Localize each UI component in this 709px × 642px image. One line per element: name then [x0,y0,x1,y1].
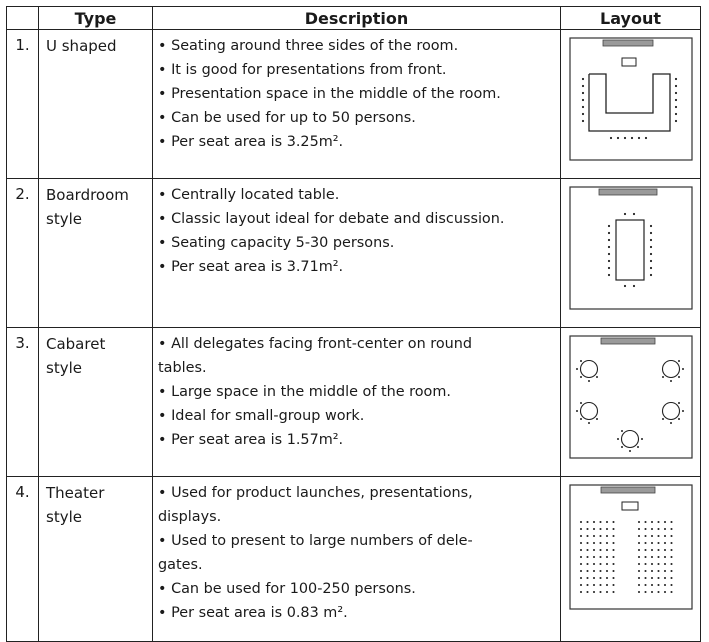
u-shaped-layout-diagram [569,37,693,161]
seat-dot [605,535,607,537]
seat-dot [650,535,652,537]
seat-dot [599,563,601,565]
row-number: 4. [7,477,39,642]
seat-dot [579,521,581,523]
seat-dot [657,591,659,593]
seat-dot [670,528,672,530]
seat-dot [612,570,614,572]
seat-dot [599,591,601,593]
row-type [39,30,153,179]
seat-dot [663,570,665,572]
seat-dot [599,570,601,572]
row-type [39,179,153,328]
seat-dot [644,556,646,558]
seat-dot [586,542,588,544]
seat-dot [605,591,607,593]
seat-dot [599,577,601,579]
type-line: Boardroom [46,186,129,204]
seat-dot [586,577,588,579]
seat-dot [657,521,659,523]
seat-dot [663,528,665,530]
seat-dot [637,570,639,572]
seat-dot [663,535,665,537]
seat-dot [612,591,614,593]
description-line: • Per seat area is 0.83 m². [158,605,348,621]
seat-dot [579,549,581,551]
seat-dot [612,577,614,579]
seat-dot [592,542,594,544]
row-description [153,328,561,477]
table-row [7,30,701,179]
seat-dot [612,528,614,530]
boardroom-layout-diagram [569,186,693,310]
seat-dot [657,563,659,565]
seat-dot [605,577,607,579]
description-line: • Can be used for 100-250 persons. [158,581,416,597]
description-line: tables. [158,360,207,376]
seat-dot [605,556,607,558]
seat-dot [592,577,594,579]
seat-dot [586,535,588,537]
seat-dot [586,591,588,593]
description-line: • Per seat area is 3.71m². [158,259,344,275]
seat-dot [650,528,652,530]
seat-dot [650,584,652,586]
seat-dot [657,556,659,558]
seat-dot [592,570,594,572]
seat-dot [605,528,607,530]
seat-dot [663,577,665,579]
seat-dot [579,535,581,537]
seat-dot [592,584,594,586]
description-line: gates. [158,557,203,573]
seat-dot [586,563,588,565]
seat-dot [670,584,672,586]
type-line: Theater [46,484,105,502]
row-layout [561,179,701,328]
seat-dot [650,570,652,572]
seat-dot [579,591,581,593]
description-line: • Ideal for small-group work. [158,408,365,424]
table-row [7,179,701,328]
seat-dot [599,584,601,586]
seat-dot [586,556,588,558]
seat-dot [586,521,588,523]
seat-dot [612,549,614,551]
seat-dot [586,570,588,572]
cabaret-layout-diagram [569,335,693,459]
seat-dot [644,521,646,523]
row-description [153,179,561,328]
seat-dot [637,556,639,558]
header-description: Description [153,7,561,30]
presentation-screen [601,487,655,493]
seat-dot [657,584,659,586]
header-layout: Layout [561,7,701,30]
seat-dot [650,591,652,593]
seat-dot [650,521,652,523]
seat-dot [599,535,601,537]
seat-dot [663,542,665,544]
seat-dot [663,556,665,558]
seat-dot [599,556,601,558]
seat-dot [644,542,646,544]
seat-dot [599,528,601,530]
presentation-screen [603,40,653,46]
seat-dot [670,577,672,579]
seat-dot [657,577,659,579]
description-line: • Per seat area is 1.57m². [158,432,344,448]
seat-dot [650,577,652,579]
row-description [153,477,561,642]
seat-dot [599,549,601,551]
seat-dot [612,563,614,565]
seat-dot [670,591,672,593]
seat-dot [612,584,614,586]
seat-dot [670,570,672,572]
seat-dot [592,549,594,551]
seat-dot [644,549,646,551]
description-line: • Can be used for up to 50 persons. [158,110,416,126]
seat-dot [579,584,581,586]
seat-dot [670,535,672,537]
seat-dot [637,577,639,579]
row-description [153,30,561,179]
seat-dot [663,584,665,586]
seat-dot [592,535,594,537]
seat-dot [650,556,652,558]
seat-dot [670,521,672,523]
type-line: Cabaret [46,335,106,353]
description-line: • Seating capacity 5-30 persons. [158,235,395,251]
description-line: • It is good for presentations from front. [158,62,447,78]
seat-dot [605,570,607,572]
seat-dot [637,542,639,544]
seat-dot [637,535,639,537]
seat-dot [579,542,581,544]
seat-dot [657,542,659,544]
table-row [7,328,701,477]
seat-dot [644,535,646,537]
seat-dot [586,549,588,551]
seat-dot [579,570,581,572]
seat-dot [657,528,659,530]
seat-dot [592,521,594,523]
seat-dot [637,521,639,523]
type-line: style [46,359,82,377]
description-line: • Used for product launches, presentations, [158,485,473,501]
room-outline [570,38,692,160]
presentation-screen [601,338,655,344]
seat-dot [650,563,652,565]
seat-dot [663,563,665,565]
seat-dot [657,535,659,537]
table-row [7,477,701,642]
description-line: • Seating around three sides of the room. [158,38,459,54]
seat-dot [605,584,607,586]
seat-dot [592,591,594,593]
description-line: displays. [158,509,222,525]
seat-dot [637,563,639,565]
seat-dot [579,577,581,579]
seat-dot [644,563,646,565]
seat-dot [644,584,646,586]
seat-dot [592,563,594,565]
description-line: • Large space in the middle of the room. [158,384,451,400]
row-type [39,328,153,477]
seat-dot [644,577,646,579]
seat-dot [605,549,607,551]
seat-dot [644,591,646,593]
seat-dot [612,521,614,523]
row-layout [561,328,701,477]
seating-layouts-table [6,6,701,642]
seat-dot [579,556,581,558]
presentation-screen [599,189,657,195]
row-number: 3. [7,328,39,477]
type-line: style [46,210,82,228]
seat-dot [612,556,614,558]
seat-dot [650,542,652,544]
seat-dot [637,591,639,593]
row-number: 2. [7,179,39,328]
row-type [39,477,153,642]
seat-dot [644,528,646,530]
description-line: • Classic layout ideal for debate and discussion. [158,211,505,227]
seat-dot [605,563,607,565]
lectern [622,502,638,510]
type-line: style [46,508,82,526]
seat-dot [599,521,601,523]
seat-dot [663,591,665,593]
seat-dot [670,542,672,544]
description-line: • Presentation space in the middle of the room. [158,86,501,102]
seat-dot [586,528,588,530]
seat-dot [663,549,665,551]
seat-dot [612,542,614,544]
seat-dot [605,521,607,523]
description-line: • Per seat area is 3.25m². [158,134,344,150]
seat-dot [599,542,601,544]
seat-dot [605,542,607,544]
type-line: U shaped [46,37,117,55]
seat-dot [670,549,672,551]
seat-dot [670,556,672,558]
seat-dot [637,528,639,530]
seat-dot [663,521,665,523]
seat-dot [592,528,594,530]
seat-dot [592,556,594,558]
seat-dot [586,584,588,586]
boardroom-table [616,220,644,280]
seat-dot [612,535,614,537]
seat-dot [644,570,646,572]
description-line: • Centrally located table. [158,187,340,203]
row-layout [561,477,701,642]
seat-dot [637,549,639,551]
seat-dot [657,570,659,572]
seat-dot [579,563,581,565]
row-layout [561,30,701,179]
header-row [7,7,701,30]
seat-dot [650,549,652,551]
theater-layout-diagram [569,484,693,612]
lectern [622,58,636,66]
seat-dot [670,563,672,565]
description-line: • Used to present to large numbers of dele- [158,533,473,549]
row-number: 1. [7,30,39,179]
header-number [7,7,39,30]
seat-dot [637,584,639,586]
seat-dot [657,549,659,551]
seat-dot [579,528,581,530]
header-type: Type [39,7,153,30]
description-line: • All delegates facing front-center on round [158,336,473,352]
